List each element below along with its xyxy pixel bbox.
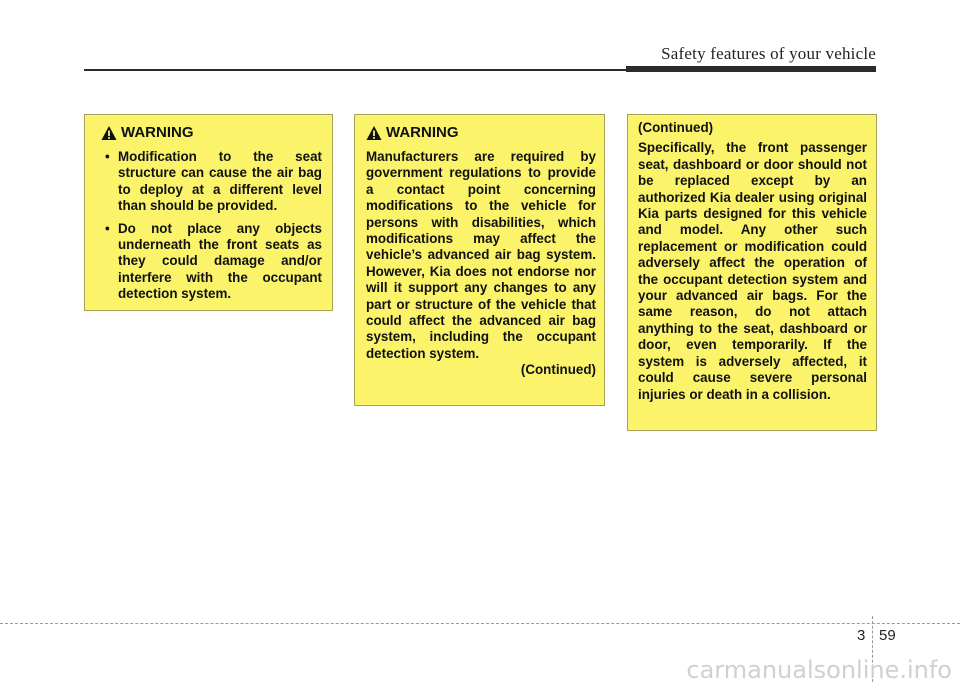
warning-bullet-list	[105, 149, 322, 303]
warning-bullet: • Do not place any objects underneath the front seats as they could damage and/or interfere with the occupant detection system.	[105, 221, 322, 303]
warning-box-seat-modification	[84, 114, 333, 311]
warning-triangle-icon	[101, 125, 117, 141]
footer-rule	[0, 623, 960, 624]
continued-heading: (Continued)	[638, 120, 714, 135]
header-rule-accent	[626, 66, 876, 72]
section-title: Safety features of your vehicle	[661, 44, 876, 63]
warning-heading-text: WARNING	[121, 123, 194, 141]
warning-triangle-icon	[366, 125, 382, 141]
continued-label: (Continued)	[520, 362, 596, 378]
warning-heading-text: WARNING	[386, 123, 459, 141]
warning-heading	[101, 123, 322, 143]
warning-bullet: • Modification to the seat structure can cause the air bag to deploy at a different level than should be provided.	[105, 149, 322, 215]
chapter-number: 3	[857, 627, 866, 644]
warning-box-continued	[627, 114, 877, 431]
warning-box-disability-modifications	[354, 114, 605, 406]
warning-body: Specifically, the front passenger seat, dashboard or door should not be replaced except by an authorized Kia dealer using original Kia parts designed for this vehicle and model. Any other such replacement or modification could adversely affect the operation of the occupant detection system and your advanced air bags. For the same reason, do not attach anything to the seat, dashboard or door, even temporarily. If the system is adversely affected, it could cause severe personal injuries or death in a collision.	[638, 140, 867, 402]
warning-heading	[366, 123, 596, 143]
warning-body: Manufacturers are required by government regulations to provide a contact point concerning modifications to the vehicle for persons with disabilities, which modifications may affect the vehicle’s advanced air bag system. However, Kia does not endorse nor will it support any changes to any part or structure of the vehicle that could affect the advanced air bag system, including the occupant detection system.	[366, 149, 596, 361]
watermark: carmanualsonline.info	[686, 656, 952, 684]
page-number: 59	[879, 627, 896, 644]
